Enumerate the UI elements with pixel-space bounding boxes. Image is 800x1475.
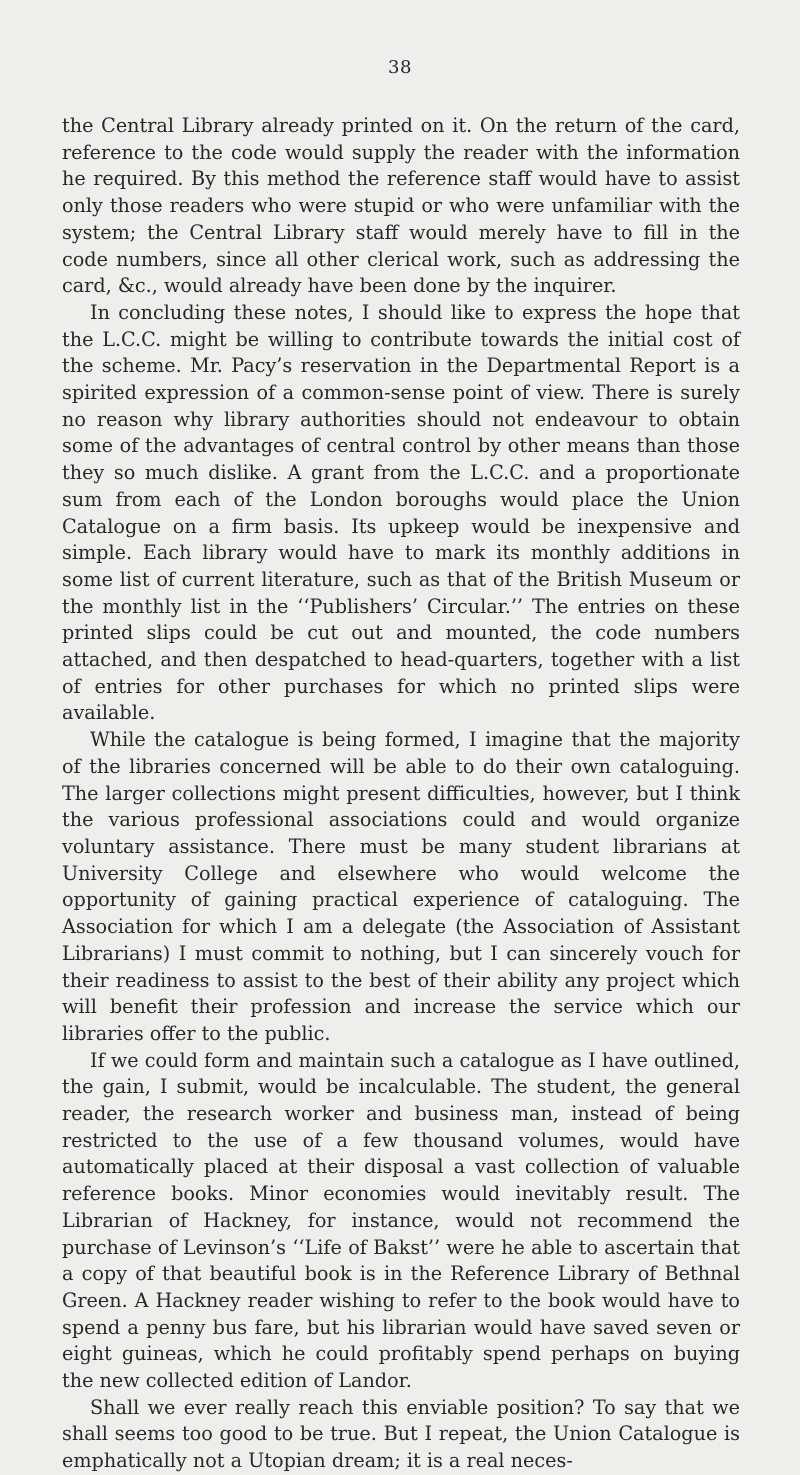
paragraph-conclusion: Shall we ever really reach this enviable position? To say that we shall seems too good to be true. But I repeat, the Union Catalogue is emphatically not a Utopian dream; it is a real neces- [62, 1395, 740, 1473]
paragraph-lcc-grant: In concluding these notes, I should like to express the hope that the L.C.C. might be willing to contribute towards the initial cost of the scheme. Mr. Pacy’s reservation in the Departmental Report is a spirited expression of a common-sense point of view. There is surely no reason why library authorities should not endeavour to obtain some of the advantages of central control by other means than those they so much dislike. A grant from the L.C.C. and a proportionate sum from each of the London boroughs would place the Union Catalogue on a firm basis. Its upkeep would be inexpensive and simple. Each library would have to mark its monthly additions in some list of current literature, such as that of the British Museum or the monthly list in the ‘‘Publishers’ Circular.’’ The entries on these printed slips could be cut out and mounted, the code numbers attached, and then despatched to head-quarters, together with a list of entries for other purchases for which no printed slips were available. [62, 300, 740, 725]
paragraph-cataloguing: While the catalogue is being formed, I imagine that the majority of the libraries concerned will be able to do their own cataloguing. The larger collections might present difficulties, however, but I think the various professional associations could and would organize voluntary assistance. There must be many student librarians at University College and elsewhere who would welcome the opportunity of gaining practical experience of cataloguing. The Association for which I am a delegate (the Association of Assistant Librarians) I must commit to nothing, but I can sincerely vouch for their readiness to assist to the best of their ability any project which will benefit their profession and increase the service which our libraries offer to the public. [62, 728, 740, 1045]
paragraph-gain: If we could form and maintain such a catalogue as I have outlined, the gain, I submit, would be incalculable. The student, the general reader, the research worker and business man, instead of being restricted to the use of a few thousand volumes, would have automatically placed at their disposal a vast collection of valuable reference books. Minor economies would inevitably result. The Librarian of Hackney, for instance, would not recommend the purchase of Levinson’s ‘‘Life of Bakst’’ were he able to ascertain that a copy of that beautiful book is in the Reference Library of Bethnal Green. A Hackney reader wishing to refer to the book would have to spend a penny bus fare, but his librarian would have saved seven or eight guineas, which he could profitably spend perhaps on buying the new collected edition of Landor. [62, 1048, 740, 1393]
page-number: 38 [388, 57, 412, 78]
body-text [62, 113, 740, 1475]
paragraph-continuation: the Central Library already printed on it. On the return of the card, reference to the code would supply the reader with the information he required. By this method the reference staff would have to assist only those readers who were stupid or who were unfamiliar with the system; the Central Library staff would merely have to fill in the code numbers, since all other clerical work, such as addressing the card, &c., would already have been done by the inquirer. [62, 114, 740, 298]
